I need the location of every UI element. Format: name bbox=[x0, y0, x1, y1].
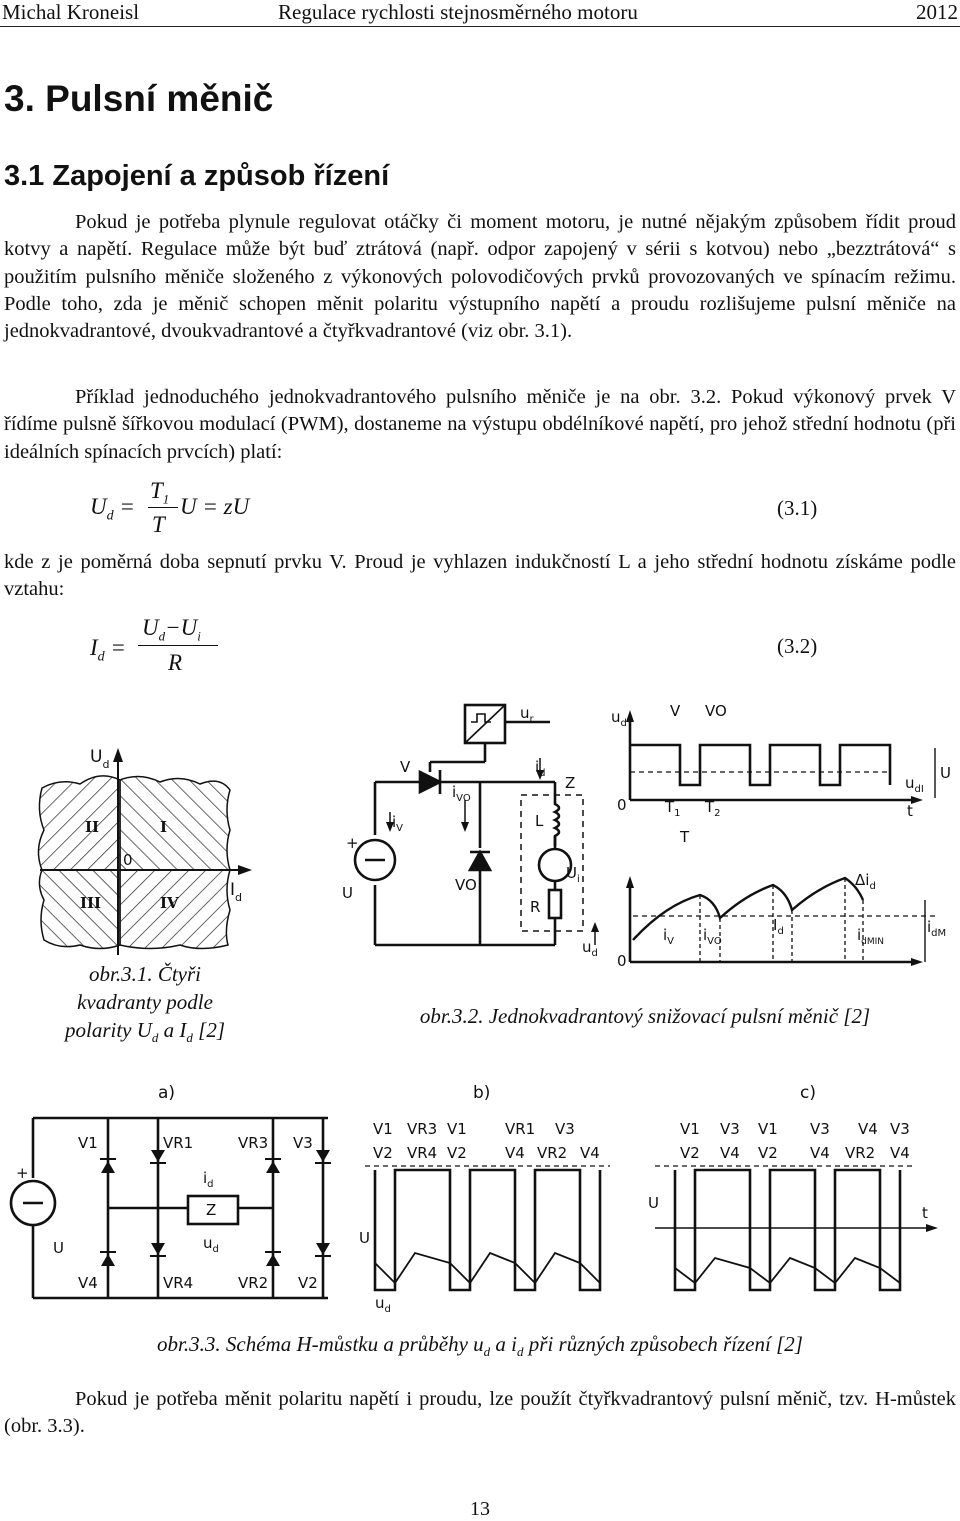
svg-text:V1: V1 bbox=[447, 1120, 467, 1138]
svg-text:V3: V3 bbox=[293, 1134, 313, 1152]
paragraph-example: Příklad jednoduchého jednokvadrantového pulsního měniče je na obr. 3.2. Pokud výkonový prvek V řídíme pulsně šířkovou modulací (PWM), dostaneme na výstupu obdélníkové napětí, pro jehož střední hodnotu (při ideálních spínacích prvcích) platí: bbox=[4, 386, 956, 463]
axis-label-id: $I_d$ bbox=[230, 880, 242, 904]
figure1-caption: obr.3.1. Čtyři kvadranty podle polarity $U_d$ a $I_d$ [2] bbox=[64, 962, 226, 1046]
svg-text:ud: $u_d$ bbox=[582, 938, 598, 959]
svg-text:T2: $T_2$ bbox=[705, 798, 721, 819]
svg-text:V1: V1 bbox=[680, 1120, 700, 1138]
svg-text:V4: V4 bbox=[810, 1144, 830, 1162]
svg-text:U: U bbox=[53, 1239, 64, 1257]
svg-text:0: 0 bbox=[617, 796, 627, 814]
quadrant-4-label: IV bbox=[160, 894, 179, 912]
svg-text:V2: V2 bbox=[373, 1144, 393, 1162]
svg-text:VR4: VR4 bbox=[407, 1144, 438, 1162]
svg-text:L: L bbox=[535, 812, 544, 830]
svg-text:b): b) bbox=[473, 1083, 491, 1103]
svg-text:VR1: VR1 bbox=[505, 1120, 536, 1138]
svg-text:V3: V3 bbox=[810, 1120, 830, 1138]
svg-text:V3: V3 bbox=[890, 1120, 910, 1138]
svg-text:a): a) bbox=[158, 1083, 176, 1103]
svg-text:VR2: VR2 bbox=[238, 1274, 269, 1292]
svg-text:V4: V4 bbox=[505, 1144, 525, 1162]
svg-text:iV: $i_V$ bbox=[663, 926, 675, 947]
svg-text:Δid: $\Delta i_d$ bbox=[855, 871, 876, 892]
svg-text:iVO: $i_{VO}$ bbox=[452, 783, 471, 804]
section-title: 3.1 Zapojení a způsob řízení bbox=[4, 160, 390, 192]
figure3-caption: obr.3.3. Schéma H-můstku a průběhy $u_d$ a $i_d$ při různých způsobech řízení [2] bbox=[157, 1332, 803, 1360]
svg-text:V4: V4 bbox=[720, 1144, 740, 1162]
figure-h-bridge-wave-b bbox=[355, 1078, 625, 1323]
svg-text:Id: $I_d$ bbox=[773, 916, 784, 937]
svg-text:R: R bbox=[530, 898, 541, 916]
svg-text:V2: V2 bbox=[680, 1144, 700, 1162]
svg-text:U: U bbox=[648, 1194, 659, 1212]
svg-text:id: $i_d$ bbox=[535, 758, 546, 779]
svg-text:t: t bbox=[922, 1204, 928, 1222]
svg-text:ur: $u_r$ bbox=[520, 704, 534, 725]
svg-text:V: V bbox=[670, 702, 681, 720]
svg-text:V1: V1 bbox=[373, 1120, 393, 1138]
svg-text:VR2: VR2 bbox=[845, 1144, 876, 1162]
quadrant-2-label: II bbox=[85, 818, 100, 836]
svg-text:iVO: $i_{VO}$ bbox=[703, 926, 722, 947]
page-header bbox=[0, 0, 960, 27]
header-year: 2012 bbox=[916, 0, 958, 24]
quadrant-region bbox=[38, 776, 120, 870]
paragraph-h-bridge: Pokud je potřeba měnit polaritu napětí i proudu, lze použít čtyřkvadrantový pulsní měnič, tzv. H-můstek (obr. 3.3). bbox=[4, 1388, 956, 1438]
svg-text:iV: $i_V$ bbox=[392, 813, 404, 834]
svg-text:U: U bbox=[940, 764, 951, 782]
svg-text:Z: Z bbox=[565, 774, 576, 792]
svg-text:0: 0 bbox=[617, 952, 627, 970]
svg-text:VR1: VR1 bbox=[163, 1134, 194, 1152]
svg-text:VR4: VR4 bbox=[163, 1274, 194, 1292]
svg-text:V1: V1 bbox=[78, 1134, 98, 1152]
svg-text:ud: $u_d$ bbox=[203, 1234, 219, 1255]
svg-text:V3: V3 bbox=[720, 1120, 740, 1138]
equation-number-1: (3.1) bbox=[777, 496, 818, 520]
svg-text:VR3: VR3 bbox=[238, 1134, 269, 1152]
arrow-up-icon bbox=[113, 748, 123, 762]
svg-text:V2: V2 bbox=[758, 1144, 778, 1162]
quadrant-1-label: I bbox=[160, 818, 168, 836]
svg-text:V1: V1 bbox=[758, 1120, 778, 1138]
svg-text:U: U bbox=[359, 1229, 370, 1247]
svg-text:V3: V3 bbox=[555, 1120, 575, 1138]
svg-text:U: U bbox=[342, 884, 353, 902]
quadrant-3-label: III bbox=[80, 894, 102, 912]
figure-buck-waveforms bbox=[605, 700, 950, 975]
origin-label: 0 bbox=[123, 851, 133, 869]
paragraph-duty-cycle: kde z je poměrná doba sepnutí prvku V. Proud je vyhlazen indukčností L a jeho střední hodnotu získáme podle vztahu: bbox=[4, 551, 956, 601]
figure-h-bridge bbox=[8, 1078, 348, 1313]
arrow-right-icon bbox=[238, 865, 252, 875]
figure-quadrants bbox=[30, 740, 260, 965]
svg-text:VR2: VR2 bbox=[537, 1144, 568, 1162]
svg-text:ud: $u_d$ bbox=[375, 1294, 391, 1315]
header-title: Regulace rychlosti stejnosměrného motoru bbox=[278, 0, 638, 24]
figure-h-bridge-wave-c bbox=[640, 1078, 950, 1313]
svg-text:c): c) bbox=[800, 1083, 816, 1103]
svg-text:+: + bbox=[16, 1164, 29, 1182]
svg-text:V4: V4 bbox=[78, 1274, 98, 1292]
svg-text:idM: $i_{dM}$ bbox=[927, 918, 947, 939]
svg-text:V4: V4 bbox=[580, 1144, 600, 1162]
svg-text:ud: $u_d$ bbox=[611, 708, 627, 729]
svg-text:Z: Z bbox=[206, 1201, 217, 1219]
svg-text:udI: $u_{dI}$ bbox=[905, 774, 924, 795]
svg-text:VO: VO bbox=[705, 702, 727, 720]
svg-text:t: t bbox=[907, 802, 913, 820]
header-author: Michal Kroneisl bbox=[2, 0, 140, 24]
svg-text:V4: V4 bbox=[890, 1144, 910, 1162]
svg-text:Ui: $U_i$ bbox=[566, 864, 580, 885]
svg-text:V: V bbox=[400, 758, 411, 776]
svg-text:T1: $T_1$ bbox=[665, 798, 681, 819]
axis-label-ud: $U_d$ bbox=[90, 747, 110, 771]
svg-text:+: + bbox=[346, 834, 359, 852]
paragraph-intro: Pokud je potřeba plynule regulovat otáčky či moment motoru, je nutné nějakým způsobem řídit proud kotvy a napětí. Regulace může být buď ztrátová (např. odpor zapojený v sérii s kotvou) nebo „bezztrátová“ s použitím pulsního měniče složeného z výkonových polovodičových prvků provozovaných ve spínacím režimu. Podle toho, zda je měnič schopen měnit polaritu výstupního napětí a proudu rozlišujeme pulsní měniče na jednokvadrantové, dvoukvadrantové a čtyřkvadrantové (viz obr. 3.1). bbox=[4, 211, 956, 343]
svg-text:idMIN: $i_{dMIN}$ bbox=[857, 926, 885, 947]
svg-text:id: $i_d$ bbox=[203, 1169, 214, 1190]
svg-text:T: T bbox=[680, 828, 690, 846]
svg-text:VO: VO bbox=[455, 876, 477, 894]
svg-text:V2: V2 bbox=[298, 1274, 318, 1292]
equation-number-2: (3.2) bbox=[777, 634, 818, 658]
figure2-caption: obr.3.2. Jednokvadrantový snižovací pulsní měnič [2] bbox=[419, 1004, 871, 1028]
page-number: 13 bbox=[470, 1498, 490, 1520]
svg-text:V4: V4 bbox=[858, 1120, 878, 1138]
figure-buck-circuit bbox=[330, 700, 600, 960]
svg-text:V2: V2 bbox=[447, 1144, 467, 1162]
svg-text:VR3: VR3 bbox=[407, 1120, 438, 1138]
chapter-title: 3. Pulsní měnič bbox=[4, 78, 274, 119]
